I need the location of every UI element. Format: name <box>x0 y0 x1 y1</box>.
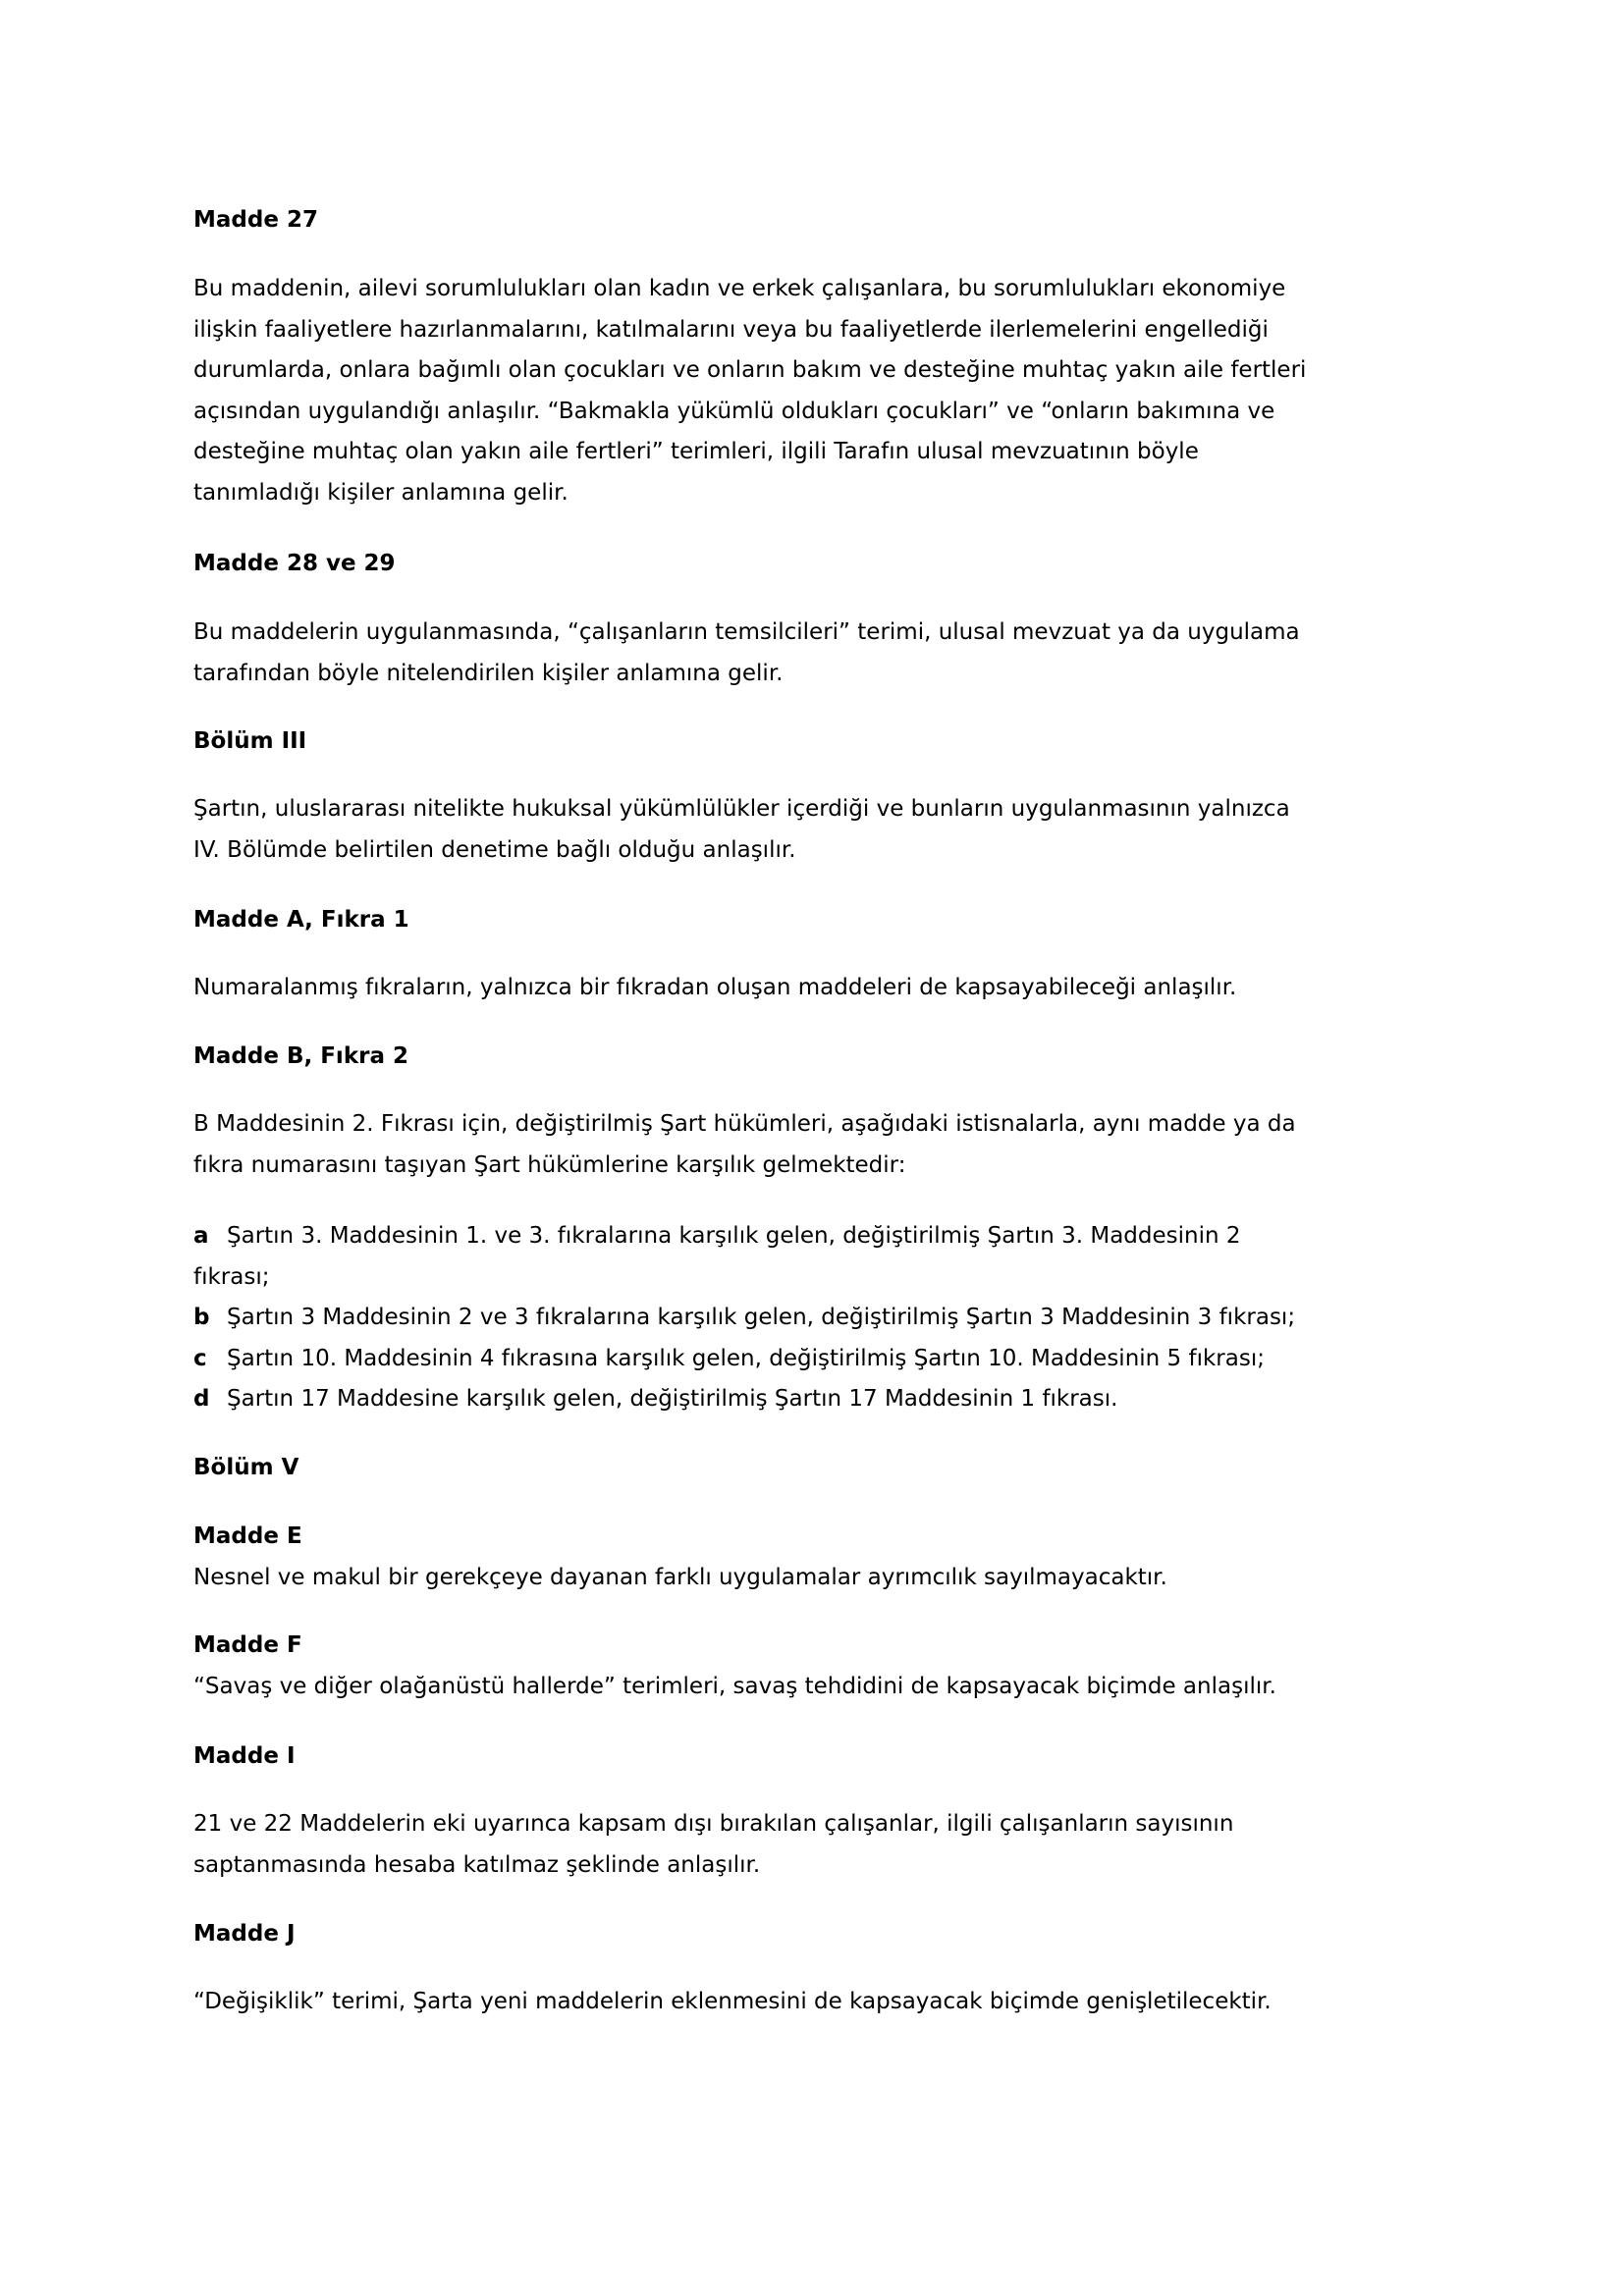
body-line: saptanmasında hesaba katılmaz şeklinde anlaşılır. <box>193 1851 761 1878</box>
list-text: Şartın 3. Maddesinin 1. ve 3. fıkralarına karşılık gelen, değiştirilmiş Şartın 3. Maddesinin 2 <box>227 1223 1241 1249</box>
body-line: “Savaş ve diğer olağanüstü hallerde” terimleri, savaş tehdidini de kapsayacak biçimde anlaşılır. <box>193 1674 1276 1699</box>
section-heading-madde-28-29 <box>193 544 1470 585</box>
section-heading-bolum-3 <box>193 721 1470 763</box>
section-heading-madde-a <box>193 900 1470 941</box>
body-line: IV. Bölümde belirtilen denetime bağlı olduğu anlaşılır. <box>193 836 796 863</box>
body-line: fıkra numarasını taşıyan Şart hükümlerine karşılık gelmektedir: <box>193 1151 906 1178</box>
heading-text: Madde I <box>193 1743 296 1769</box>
list-item-a <box>193 1216 1470 1257</box>
section-body-madde-b <box>193 1104 1470 1186</box>
section-heading-madde-e <box>193 1517 1470 1558</box>
body-line: ilişkin faaliyetlere hazırlanmalarını, katılmalarını veya bu faaliyetlerde ilerlemelerini engellediği <box>193 316 1269 343</box>
section-heading-bolum-5 <box>193 1448 1470 1489</box>
section-body-madde-a <box>193 968 1470 1009</box>
list-label: a <box>193 1223 209 1249</box>
heading-text: Madde A, Fıkra 1 <box>193 907 409 933</box>
section-body-madde-f <box>193 1667 1470 1708</box>
section-heading-madde-b <box>193 1037 1470 1078</box>
list-text: Şartın 3 Maddesinin 2 ve 3 fıkralarına karşılık gelen, değiştirilmiş Şartın 3 Maddesinin 3 fıkrası; <box>227 1305 1296 1331</box>
body-line: “Değişiklik” terimi, Şarta yeni maddelerin eklenmesini de kapsayacak biçimde genişletilecektir. <box>193 1989 1272 2014</box>
list-text: Şartın 10. Maddesinin 4 fıkrasına karşılık gelen, değiştirilmiş Şartın 10. Maddesinin 5 fıkrası; <box>227 1345 1265 1371</box>
body-line: B Maddesinin 2. Fıkrası için, değiştirilmiş Şart hükümleri, aşağıdaki istisnalarla, aynı madde ya da <box>193 1111 1296 1137</box>
section-body-madde-i <box>193 1804 1470 1886</box>
body-line: Numaralanmış fıkraların, yalnızca bir fıkradan oluşan maddeleri de kapsayabileceği anlaşılır. <box>193 975 1237 1000</box>
body-line: Bu maddelerin uygulanmasında, “çalışanların temsilcileri” terimi, ulusal mevzuat ya da uygulama <box>193 619 1300 645</box>
body-line: Nesnel ve makul bir gerekçeye dayanan farklı uygulamalar ayrımcılık sayılmayacaktır. <box>193 1565 1167 1590</box>
heading-text: Madde 27 <box>193 207 318 233</box>
section-body-madde-28-29 <box>193 613 1470 694</box>
heading-text: Bölüm V <box>193 1455 299 1480</box>
body-line: tanımladığı kişiler anlamına gelir. <box>193 479 568 506</box>
body-line: durumlarda, onlara bağımlı olan çocukları ve onların bakım ve desteğine muhtaç yakın aile fertleri <box>193 357 1307 384</box>
body-line: açısından uygulandığı anlaşılır. “Bakmakla yükümlü oldukları çocukları” ve “onların bakımına ve <box>193 398 1275 424</box>
list-item-a-continuation: fıkrası; <box>193 1263 270 1290</box>
list-label: c <box>193 1345 207 1371</box>
body-line: desteğine muhtaç olan yakın aile fertleri” terimleri, ilgili Tarafın ulusal mevzuatının böyle <box>193 439 1199 465</box>
section-heading-madde-27 <box>193 200 1470 241</box>
body-line: Şartın, uluslararası nitelikte hukuksal yükümlülükler içerdiği ve bunların uygulanmasının yalnızca <box>193 796 1290 822</box>
section-body-bolum-3 <box>193 789 1470 871</box>
list-item-b <box>193 1298 1470 1339</box>
heading-text: Madde 28 ve 29 <box>193 551 396 576</box>
section-heading-madde-j <box>193 1914 1470 1955</box>
section-body-madde-27 <box>193 269 1470 514</box>
heading-text: Bölüm III <box>193 728 307 754</box>
exceptions-list <box>193 1216 1470 1420</box>
section-heading-madde-f <box>193 1626 1470 1667</box>
list-item-d <box>193 1379 1470 1420</box>
heading-text: Madde E <box>193 1523 302 1549</box>
list-label: d <box>193 1386 210 1413</box>
section-body-madde-e <box>193 1558 1470 1599</box>
list-label: b <box>193 1305 210 1331</box>
heading-text: Madde J <box>193 1921 296 1947</box>
list-item-c <box>193 1339 1470 1380</box>
body-line: 21 ve 22 Maddelerin eki uyarınca kapsam dışı bırakılan çalışanlar, ilgili çalışanların sayısının <box>193 1811 1234 1837</box>
body-line: tarafından böyle nitelendirilen kişiler anlamına gelir. <box>193 660 784 686</box>
body-line: Bu maddenin, ailevi sorumlulukları olan kadın ve erkek çalışanlara, bu sorumlulukları ekonomiye <box>193 276 1286 301</box>
section-heading-madde-i <box>193 1736 1470 1778</box>
heading-text: Madde B, Fıkra 2 <box>193 1043 408 1069</box>
section-body-madde-j <box>193 1982 1470 2023</box>
heading-text: Madde F <box>193 1632 302 1658</box>
list-text: Şartın 17 Maddesine karşılık gelen, değiştirilmiş Şartın 17 Maddesinin 1 fıkrası. <box>227 1386 1118 1413</box>
